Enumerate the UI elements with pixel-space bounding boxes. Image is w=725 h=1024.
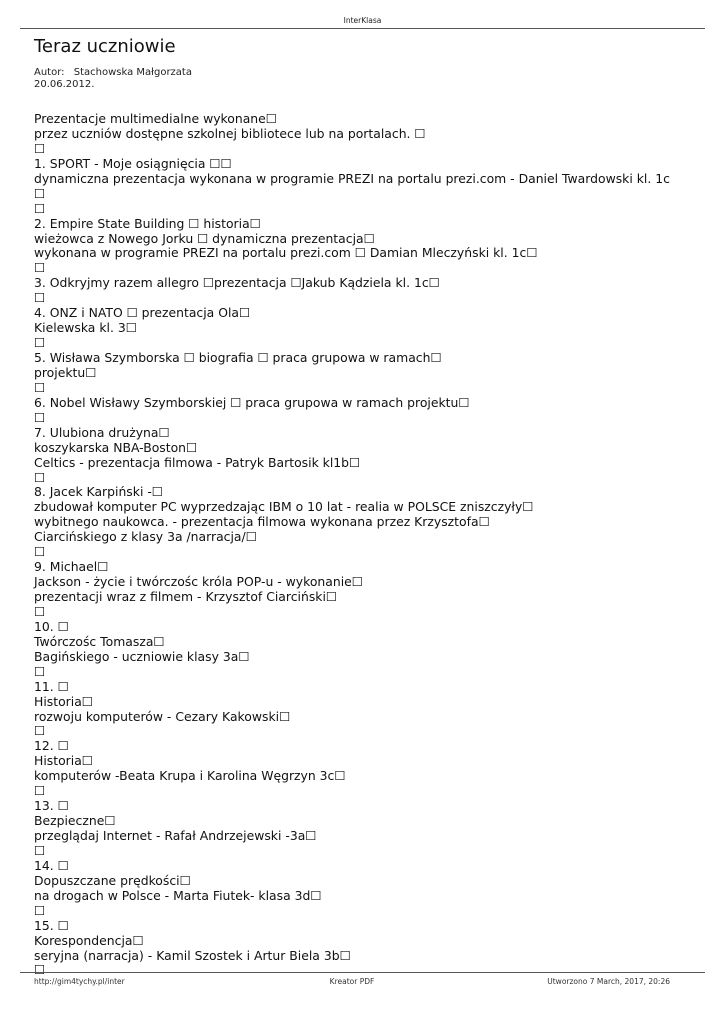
body-line: Bagińskiego - uczniowie klasy 3a☐ [34, 648, 250, 664]
body-line: 11. ☐ [34, 678, 69, 694]
footer-generator: Kreator PDF [329, 977, 375, 986]
body-line: ☐ [34, 902, 46, 918]
body-line: Kielewska kl. 3☐ [34, 320, 137, 336]
article-meta [34, 67, 192, 91]
body-line: 6. Nobel Wisławy Szymborskiej ☐ praca grupowa w ramach projektu☐ [34, 394, 470, 410]
body-line: 1. SPORT - Moje osiągnięcia ☐☐ [34, 155, 232, 171]
body-line: ☐ [34, 200, 46, 216]
footer-url: http://gim4tychy.pl/inter [34, 977, 125, 986]
body-line: 12. ☐ [34, 738, 69, 754]
body-line: ☐ [34, 962, 46, 978]
body-line: ☐ [34, 409, 46, 425]
body-line: 8. Jacek Karpiński -☐ [34, 484, 163, 500]
body-line: 5. Wisława Szymborska ☐ biografia ☐ praca grupowa w ramach☐ [34, 350, 442, 365]
body-line: 9. Michael☐ [34, 559, 109, 575]
body-line: ☐ [34, 783, 46, 799]
body-line: seryjna (narracja) - Kamil Szostek i Artur Biela 3b☐ [34, 947, 351, 963]
footer-created: Utworzono 7 March, 2017, 20:26 [547, 977, 670, 986]
body-line: ☐ [34, 603, 46, 619]
body-line: koszykarska NBA-Boston☐ [34, 439, 198, 455]
author-label: Autor: [34, 67, 65, 78]
body-line: ☐ [34, 260, 46, 276]
body-line: zbudował komputer PC wyprzedzając IBM o 10 lat - realia w POLSCE zniszczyły☐ [34, 499, 534, 515]
body-line: Bezpieczne☐ [34, 813, 116, 829]
body-line: ☐ [34, 723, 46, 739]
header-divider [20, 28, 705, 29]
body-line: 14. ☐ [34, 857, 69, 873]
body-line: Ciarcińskiego z klasy 3a /narracja/☐ [34, 529, 257, 545]
body-line: ☐ [34, 290, 46, 306]
body-line: Historia☐ [34, 753, 93, 769]
body-line: ☐ [34, 379, 46, 395]
author-name: Stachowska Małgorzata [73, 67, 192, 78]
body-line: 2. Empire State Building ☐ historia☐ [34, 215, 261, 231]
body-line: wykonana w programie PREZI na portalu prezi.com ☐ Damian Mleczyński kl. 1c☐ [34, 245, 538, 261]
body-line: Dopuszczane prędkości☐ [34, 872, 191, 888]
body-line: 7. Ulubiona drużyna☐ [34, 424, 170, 440]
body-line: wieżowca z Nowego Jorku ☐ dynamiczna prezentacja☐ [34, 230, 375, 246]
body-line: projektu☐ [34, 364, 97, 380]
body-line: prezentacji wraz z filmem - Krzysztof Ciarciński☐ [34, 589, 337, 604]
body-line: ☐ [34, 140, 46, 156]
body-line: Celtics - prezentacja filmowa - Patryk Bartosik kl1b☐ [34, 454, 361, 470]
body-line: ☐ [34, 335, 46, 351]
body-line: ☐ [34, 469, 46, 485]
publish-date: 20.06.2012. [34, 79, 95, 90]
body-line: komputerów -Beata Krupa i Karolina Węgrzyn 3c☐ [34, 768, 346, 784]
body-line: 3. Odkryjmy razem allegro ☐prezentacja ☐Jakub Kądziela kl. 1c☐ [34, 275, 440, 291]
body-line: Historia☐ [34, 693, 93, 709]
page-title: Teraz uczniowie [34, 36, 176, 57]
body-line: ☐ [34, 544, 46, 560]
body-line: ☐ [34, 663, 46, 679]
body-line: ☐ [34, 842, 46, 858]
body-line: na drogach w Polsce - Marta Fiutek- klasa 3d☐ [34, 887, 322, 903]
body-line: przeglądaj Internet - Rafał Andrzejewski -3a☐ [34, 828, 317, 843]
body-line: wybitnego naukowca. - prezentacja filmowa wykonana przez Krzysztofa☐ [34, 514, 490, 530]
body-line: Korespondencja☐ [34, 932, 144, 948]
body-line: Jackson - życie i twórczośc króla POP-u - wykonanie☐ [34, 574, 363, 590]
body-line: rozwoju komputerów - Cezary Kakowski☐ [34, 708, 291, 724]
body-line: ☐ [34, 185, 46, 201]
body-line: przez uczniów dostępne szkolnej bibliotece lub na portalach. ☐ [34, 125, 426, 141]
site-header: InterKlasa [343, 16, 382, 25]
body-line: 4. ONZ i NATO ☐ prezentacja Ola☐ [34, 305, 251, 321]
body-line: 15. ☐ [34, 917, 69, 933]
footer-divider [20, 972, 705, 973]
body-line: 10. ☐ [34, 618, 69, 634]
body-line: dynamiczna prezentacja wykonana w programie PREZI na portalu prezi.com - Daniel Twardowski kl. 1c [34, 170, 670, 186]
body-line: Twórczośc Tomasza☐ [34, 633, 165, 649]
page-footer [34, 977, 670, 987]
article-body [34, 112, 704, 978]
body-line: 13. ☐ [34, 798, 69, 814]
author-line [34, 67, 192, 79]
body-line: Prezentacje multimedialne wykonane☐ [34, 111, 277, 126]
